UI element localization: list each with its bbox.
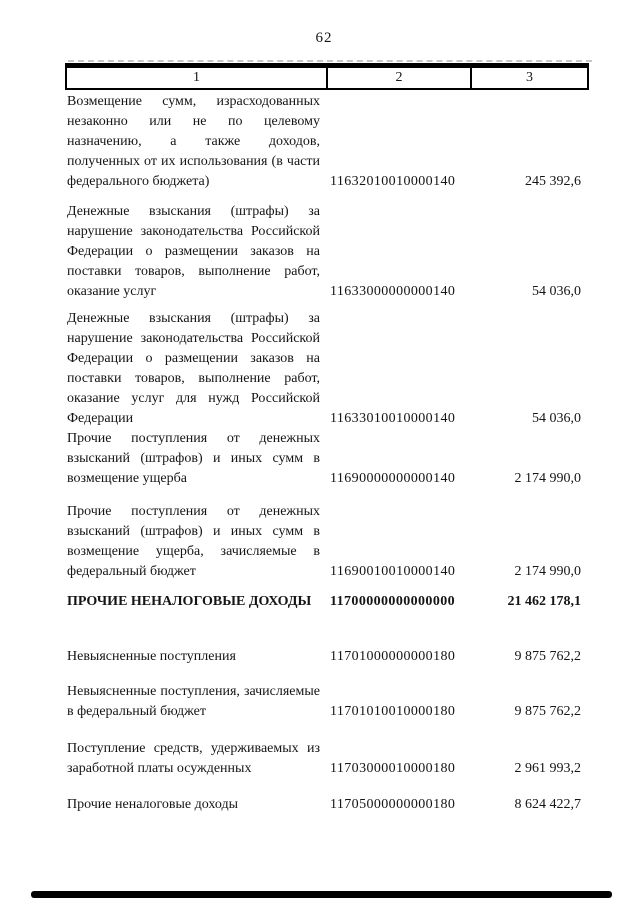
row-amount: 21 462 178,1 [507,594,581,609]
table-row [67,739,581,779]
row-name: Денежные взыскания (штрафы) за нарушение законодательства Российской Федерации о размещении заказов на поставки товаров, выполнение работ, оказание услуг [67,204,320,299]
row-code: 11633010010000140 [330,411,456,426]
row-amount: 2 174 990,0 [514,471,581,486]
row-name: Невыясненные поступления, зачисляемые в федеральный бюджет [67,684,320,719]
header-cell-1: 1 [193,70,200,85]
table-row [67,591,581,612]
table-row [67,795,581,815]
page-number: 62 [315,30,333,46]
row-name: Поступление средств, удерживаемых из заработной платы осужденных [67,741,320,776]
row-code: 11690000000000140 [330,471,456,486]
row-name: Возмещение сумм, израсходованных незаконно или не по целевому назначению, а также доходов, полученных от их использования (в части федерального бюджета) [67,94,320,189]
row-code: 11633000000000140 [330,284,456,299]
row-amount: 245 392,6 [525,174,581,189]
row-amount: 9 875 762,2 [514,704,581,719]
row-amount: 2 174 990,0 [514,564,581,579]
row-code: 11632010010000140 [330,174,456,189]
row-amount: 2 961 993,2 [514,761,581,776]
row-code: 11701010010000180 [330,704,456,719]
table-row [67,309,581,429]
row-name: Прочие поступления от денежных взысканий (штрафов) и иных сумм в возмещение ущерба, зачисляемые в федеральный бюджет [67,504,320,579]
header-cell-3: 3 [470,68,587,88]
table-row [67,502,581,582]
row-name: ПРОЧИЕ НЕНАЛОГОВЫЕ ДОХОДЫ [67,594,312,609]
table-row [67,92,581,192]
table-header [65,63,589,90]
row-amount: 8 624 422,7 [514,797,581,812]
row-code: 11700000000000000 [330,594,456,609]
table-row [67,202,581,302]
row-code: 11701000000000180 [330,649,456,664]
row-code: 11703000010000180 [330,761,456,776]
row-amount: 54 036,0 [532,284,581,299]
table-row [67,647,581,667]
table-row [67,429,581,489]
scan-noise-line [68,60,592,62]
row-name: Прочие неналоговые доходы [67,797,239,812]
row-amount: 54 036,0 [532,411,581,426]
table-row [67,682,581,722]
row-code: 11690010010000140 [330,564,456,579]
header-cell-2: 2 [326,68,470,88]
row-code: 11705000000000180 [330,797,456,812]
scan-artifact-bar [31,891,612,898]
row-name: Денежные взыскания (штрафы) за нарушение законодательства Российской Федерации о размещении заказов на поставки товаров, выполнение работ, оказание услуг для нужд Российской Федерации [67,311,320,426]
row-amount: 9 875 762,2 [514,649,581,664]
row-name: Невыясненные поступления [67,649,236,664]
row-name: Прочие поступления от денежных взысканий (штрафов) и иных сумм в возмещение ущерба [67,431,320,486]
